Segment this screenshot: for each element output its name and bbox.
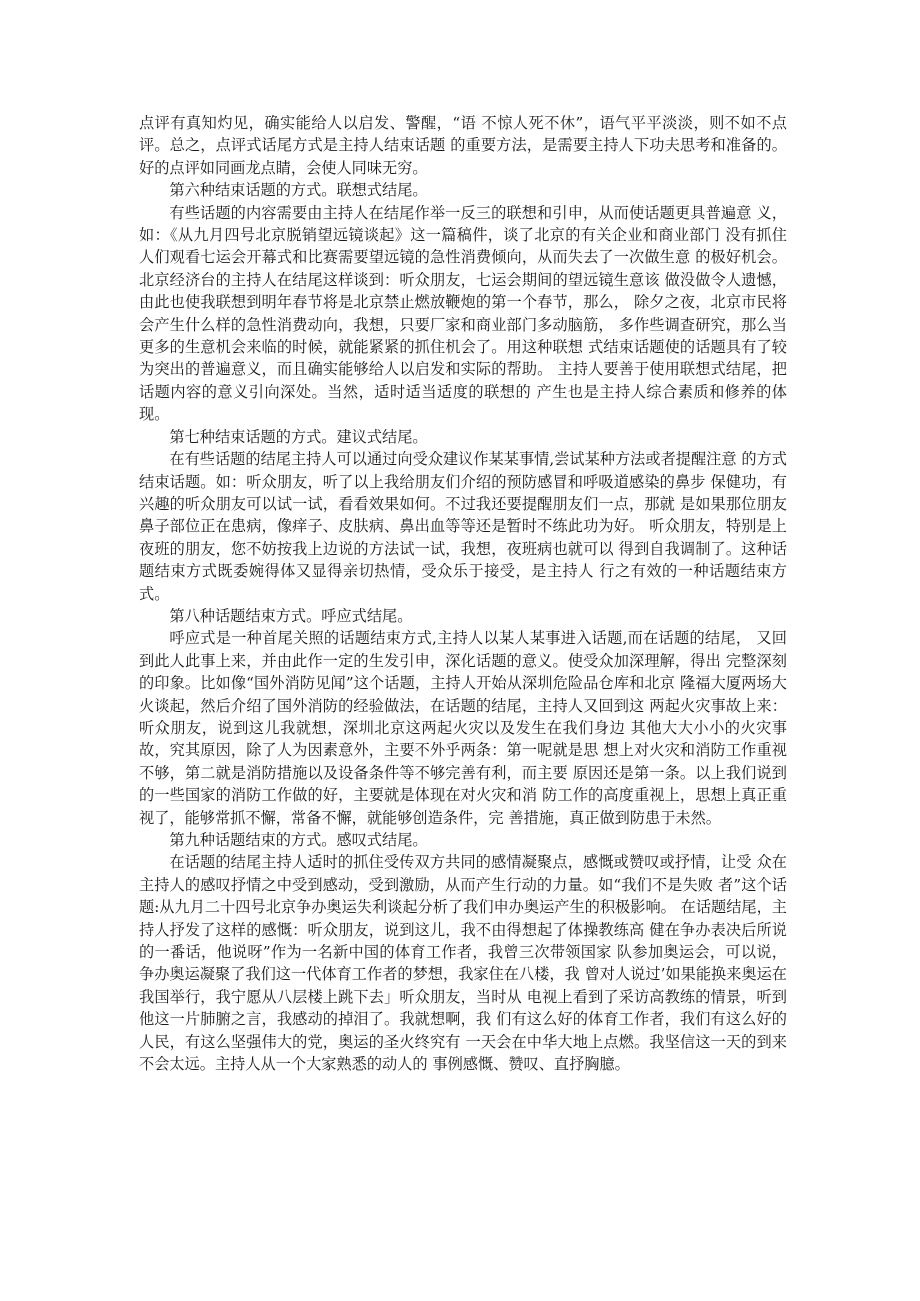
paragraph-comment-ending: 点评有真知灼见，确实能给人以启发、警醒，“语 不惊人死不休”，语气平平淡淡，则不如不点评。总之，点评式话尾方式是主持人结束话题 的重要方法，是需要主持人下功夫思考和准备的。好的点评如同画龙点睛，会使人同味无穷。	[139, 114, 787, 177]
paragraph-method-6: 有些话题的内容需要由主持人在结尾作举一反三的联想和引申，从而使话题更具普遍意 义，如：《从九月四号北京脱销望远镜谈起》这一篇稿件，谈了北京的有关企业和商业部门 没有抓住人们观看七运会开幕式和比赛需要望远镜的急性消费倾向，从而失去了一次做生意 的极好机会。北京经济台的主持人在结尾这样谈到：听众朋友，七运会期间的望远镜生意该 做没做令人遗憾，由此也使我联想到明年春节将是北京禁止燃放鞭炮的第一个春节，那么， 除夕之夜，北京市民将会产生什么样的急性消费动向，我想，只要厂家和商业部门多动脑筋， 多作些调查研究，那么当更多的生意机会来临的时候，就能紧紧的抓住机会了。用这种联想 式结束话题使的话题具有了较为突出的普遍意义，而且确实能够给人以启发和实际的帮助。 主持人要善于使用联想式结尾，把话题内容的意义引向深处。当然，适时适当适度的联想的 产生也是主持人综合素质和修养的体现。	[139, 203, 787, 424]
heading-method-9: 第九种话题结束的方式。感叹式结尾。	[169, 831, 428, 849]
heading-method-6: 第六种结束话题的方式。联想式结尾。	[169, 181, 428, 200]
heading-method-8: 第八种话题结束方式。呼应式结尾。	[169, 606, 413, 625]
heading-method-7: 第七种结束话题的方式。建议式结尾。	[169, 427, 428, 446]
paragraph-method-8: 呼应式是一种首尾关照的话题结束方式,主持人以某人某事进入话题,而在话题的结尾， 又回到此人此事上来，并由此作一定的生发引申，深化话题的意义。使受众加深理解，得出 完整深刻的印象。比如像“国外消防见闻”这个话题，主持人开始从深圳危险品仓库和北京 隆福大厦两场大火谈起，然后介绍了国外消防的经验做法，在话题的结尾，主持人又回到这 两起火灾事故上来：听众朋友，说到这儿我就想，深圳北京这两起火灾以及发生在我们身边 其他大大小小的火灾事故，究其原因，除了人为因素意外，主要不外乎两条：第一呢就是思 想上对火灾和消防工作重视不够，第二就是消防措施以及设备条件等不够完善有利，而主要 原因还是第一条。以上我们说到的一些国家的消防工作做的好，主要就是体现在对火灾和消 防工作的高度重视上，思想上真正重视了，能够常抓不懈，常备不懈，就能够创造条件，完 善措施，真正做到防患于未然。	[139, 629, 787, 827]
paragraph-method-7: 在有些话题的结尾主持人可以通过向受众建议作某某事情,尝试某种方法或者提醒注意 的方式结束话题。如：听众朋友，听了以上我给朋友们介绍的预防感冒和呼吸道感染的鼻步 保健功，有兴趣的听众朋友可以试一试，看看效果如何。不过我还要提醒朋友们一点，那就 是如果那位朋友鼻子部位正在患病，像痒子、皮肤病、鼻出血等等还是暂时不练此功为好。 听众朋友，特别是上夜班的朋友，您不妨按我上边说的方法试一试，我想，夜班病也就可以 得到自我调制了。这种话题结束方式既委婉得体又显得亲切热情，受众乐于接受，是主持人 行之有效的一种话题结束方式。	[139, 450, 787, 603]
document-page	[139, 112, 787, 1075]
paragraph-method-9: 在话题的结尾主持人适时的抓住受传双方共同的感情凝聚点，感慨或赞叹或抒情，让受 众在主持人的感叹抒情之中受到感动，受到激励，从而产生行动的力量。如“我们不是失败 者”这个话题:从九月二十四号北京争办奥运失利谈起分析了我们申办奥运产生的积极影响。 在话题结尾，主持人抒发了这样的感慨：听众朋友，说到这儿，我不由得想起了体操教练高 健在争办表决后所说的一番话，他说呀”作为一名新中国的体育工作者，我曾三次带领国家 队参加奥运会，可以说，争办奥运凝聚了我们这一代体育工作者的梦想，我家住在八楼，我 曾对人说过’如果能换来奥运在我国举行，我宁愿从八层楼上跳下去」听众朋友，当时从 电视上看到了采访高教练的情景，听到他这一片肺腑之言，我感动的掉泪了。我就想啊，我 们有这么好的体育工作者，我们有这么好的人民，有这么坚强伟大的党，奥运的圣火终究有 一天会在中华大地上点燃。我坚信这一天的到来不会太远。主持人从一个大家熟悉的动人的 事例感慨、赞叹、直抒胸臆。	[139, 853, 787, 1074]
